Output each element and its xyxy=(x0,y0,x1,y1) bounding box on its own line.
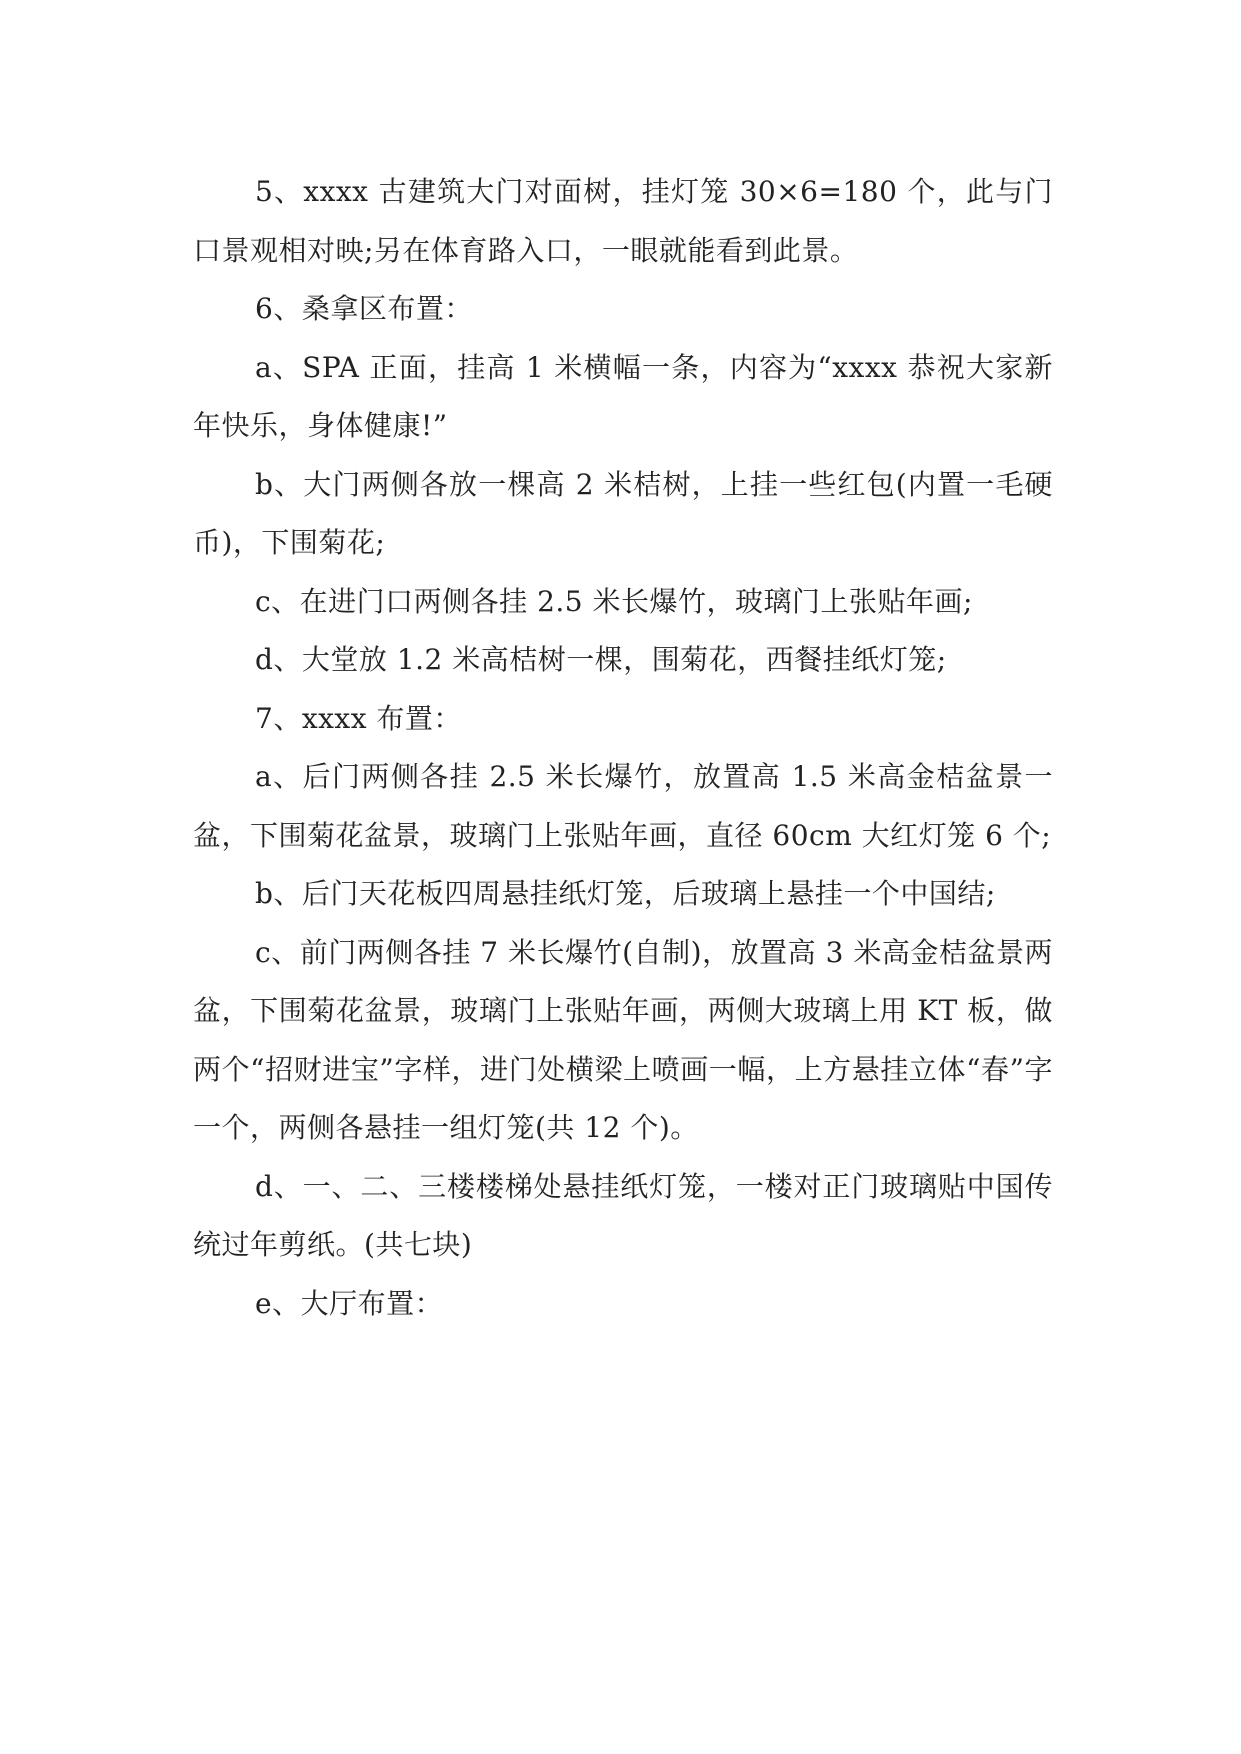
paragraph-item-6-sauna-heading: 6、桑拿区布置： xyxy=(255,292,473,325)
paragraph-item-6d-lobby: d、大堂放 1.2 米高桔树一棵，围菊花，西餐挂纸灯笼; xyxy=(255,643,947,676)
paragraph-item-6a-spa-banner: a、SPA 正面，挂高 1 米横幅一条，内容为“xxxx 恭祝大家新年快乐，身体健康!” xyxy=(193,350,1053,442)
paragraph-item-7c-front-door: c、前门两侧各挂 7 米长爆竹(自制)，放置高 3 米高金桔盆景两盆，下围菊花盆景，玻璃门上张贴年画，两侧大玻璃上用 KT 板，做两个“招财进宝”字样，进门处横梁上喷画一幅，上方悬挂立体“春”字一个，两侧各悬挂一组灯笼(共 12 个)。 xyxy=(193,935,1053,1144)
paragraph-item-6c-firecrackers: c、在进门口两侧各挂 2.5 米长爆竹，玻璃门上张贴年画; xyxy=(255,584,973,618)
paragraph-item-7a-back-door: a、后门两侧各挂 2.5 米长爆竹，放置高 1.5 米高金桔盆景一盆，下围菊花盆景，玻璃门上张贴年画，直径 60cm 大红灯笼 6 个; xyxy=(193,760,1053,852)
paragraph-item-6b-orange-trees: b、大门两侧各放一棵高 2 米桔树，上挂一些红包(内置一毛硬币)，下围菊花; xyxy=(193,467,1053,559)
paragraph-item-7b-ceiling: b、后门天花板四周悬挂纸灯笼，后玻璃上悬挂一个中国结; xyxy=(255,877,996,910)
paragraph-item-5-tree-lanterns: 5、xxxx 古建筑大门对面树，挂灯笼 30×6=180 个，此与门口景观相对映;另在体育路入口，一眼就能看到此景。 xyxy=(193,175,1053,267)
document-body xyxy=(193,163,1053,1333)
paragraph-item-7-heading: 7、xxxx 布置： xyxy=(255,701,462,735)
paragraph-item-7e-hall-heading: e、大厅布置： xyxy=(255,1286,444,1320)
paragraph-item-7d-stairs: d、一、二、三楼楼梯处悬挂纸灯笼，一楼对正门玻璃贴中国传统过年剪纸。(共七块) xyxy=(193,1169,1053,1261)
